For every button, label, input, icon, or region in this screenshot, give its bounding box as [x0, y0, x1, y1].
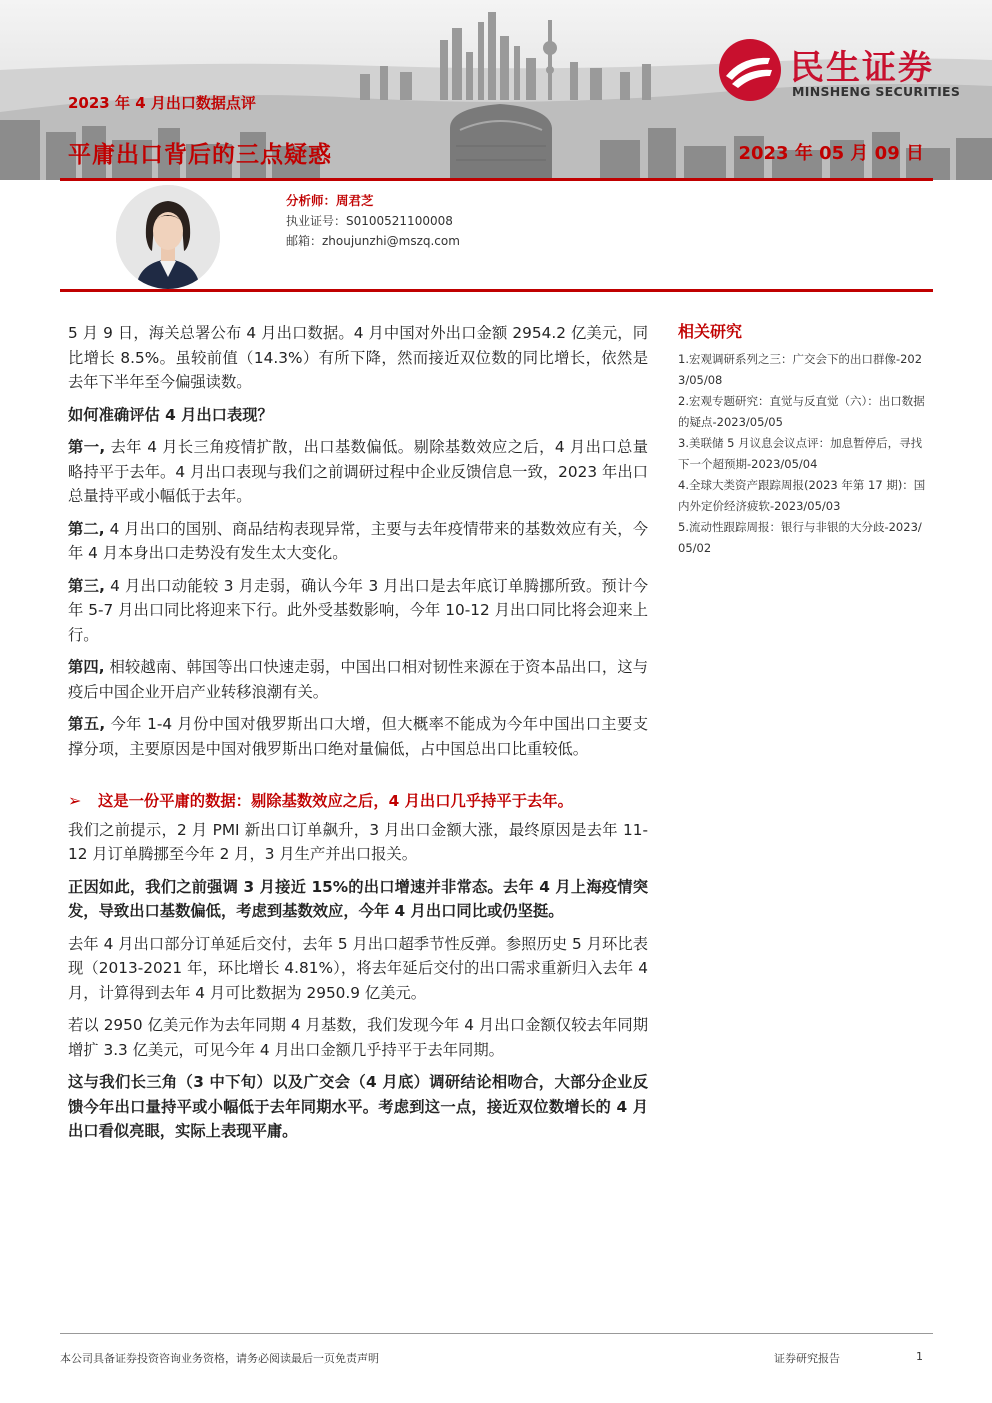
analyst-name: 分析师：周君芝	[286, 193, 374, 208]
report-date: 2023 年 05 月 09 日	[738, 143, 924, 164]
point-text: 4 月出口的国别、商品结构表现异常，主要与去年疫情带来的基数效应有关，今年 4 月本身出口走势没有发生太大变化。	[68, 519, 648, 562]
footer-divider	[60, 1333, 933, 1334]
point-4	[68, 655, 648, 704]
point-1	[68, 435, 648, 509]
arrow-bullet-icon: ➢	[68, 791, 82, 810]
point-text: 相较越南、韩国等出口快速走弱，中国出口相对韧性来源在于资本品出口，这与疫后中国企业开启产业转移浪潮有关。	[68, 658, 648, 701]
footer-report-label: 证券研究报告	[774, 1352, 840, 1365]
point-5	[68, 712, 648, 761]
report-type: 2023 年 4 月出口数据点评	[68, 94, 256, 112]
header-banner	[0, 0, 992, 180]
intro-paragraph: 5 月 9 日，海关总署公布 4 月出口数据。4 月中国对外出口金额 2954.2 亿美元，同比增长 8.5%。虽较前值（14.3%）有所下降，然而接近双位数的同比增长，依然是去年下半年至今偏强读数。	[68, 324, 648, 391]
point-lead: 第一,	[68, 438, 106, 456]
body-paragraph-5: 这与我们长三角（3 中下旬）以及广交会（4 月底）调研结论相吻合，大部分企业反馈今年出口量持平或小幅低于去年同期水平。考虑到这一点，接近双位数增长的 4 月出口看似亮眼，实际上表现平庸。	[68, 1073, 648, 1140]
related-research-item[interactable]: 5.流动性跟踪周报：银行与非银的大分歧-2023/05/02	[678, 520, 922, 555]
highlight-text: 这是一份平庸的数据：剔除基数效应之后，4 月出口几乎持平于去年。	[98, 792, 573, 810]
related-research-title: 相关研究	[678, 322, 743, 341]
analyst-email: 邮箱：zhoujunzhi@mszq.com	[286, 234, 460, 248]
point-lead: 第二,	[68, 519, 105, 538]
analyst-license: 执业证号：S0100521100008	[286, 214, 453, 228]
point-text: 4 月出口动能较 3 月走弱，确认今年 3 月出口是去年底订单腾挪所致。预计今年 5-7 月出口同比将迎来下行。此外受基数影响，今年 10-12 月出口同比将会迎来上行。	[68, 576, 649, 644]
point-lead: 第三,	[68, 576, 105, 595]
logo-english: MINSHENG SECURITIES	[792, 84, 961, 99]
section-divider	[60, 289, 933, 292]
point-text: 去年 4 月长三角疫情扩散，出口基数偏低。剔除基数效应之后，4 月出口总量略持平于去年。4 月出口表现与我们之前调研过程中企业反馈信息一致，2023 年出口总量持平或小幅低于去年。	[68, 438, 649, 505]
body-paragraph-2: 正因如此，我们之前强调 3 月接近 15%的出口增速并非常态。去年 4 月上海疫情突发，导致出口基数偏低，考虑到基数效应，今年 4 月出口同比或仍坚挺。	[68, 877, 648, 920]
related-research-item[interactable]: 2.宏观专题研究：直觉与反直觉（六）：出口数据的疑点-2023/05/05	[678, 394, 925, 429]
related-research	[678, 319, 928, 559]
company-logo	[718, 38, 968, 102]
point-lead: 第四,	[68, 658, 105, 676]
logo-name: 民生证券	[790, 48, 934, 88]
main-content	[68, 321, 648, 1152]
page-number: 1	[916, 1350, 923, 1363]
point-text: 今年 1-4 月份中国对俄罗斯出口大增，但大概率不能成为今年中国出口主要支撑分项，主要原因是中国对俄罗斯出口绝对量偏低，占中国总出口比重较低。	[68, 715, 649, 758]
analyst-avatar	[116, 185, 220, 289]
footer-disclaimer: 本公司具备证券投资咨询业务资格，请务必阅读最后一页免责声明	[60, 1352, 379, 1365]
body-paragraph-3: 去年 4 月出口部分订单延后交付，去年 5 月出口超季节性反弹。参照历史 5 月环比表现（2013-2021 年，环比增长 4.81%），将去年延后交付的出口需求重新归入去年 4 月，计算得到去年 4 月可比数据为 2950.9 亿美元。	[68, 934, 648, 1002]
point-lead: 第五,	[68, 715, 106, 733]
point-3	[68, 574, 648, 648]
page-title: 平庸出口背后的三点疑惑	[68, 142, 332, 168]
point-2	[68, 517, 648, 566]
body-paragraph-4: 若以 2950 亿美元作为去年同期 4 月基数，我们发现今年 4 月出口金额仅较去年同期增扩 3.3 亿美元，可见今年 4 月出口金额几乎持平于去年同期。	[68, 1016, 648, 1059]
body-paragraph-1: 我们之前提示，2 月 PMI 新出口订单飙升，3 月出口金额大涨，最终原因是去年 11-12 月订单腾挪至今年 2 月，3 月生产并出口报关。	[68, 820, 648, 863]
question-heading: 如何准确评估 4 月出口表现？	[68, 405, 273, 424]
header-divider	[60, 178, 933, 181]
related-research-item[interactable]: 1.宏观调研系列之三：广交会下的出口群像-2023/05/08	[678, 352, 923, 387]
highlight-heading	[68, 789, 648, 814]
related-research-item[interactable]: 3.美联储 5 月议息会议点评：加息暂停后，寻找下一个超预期-2023/05/04	[678, 436, 923, 471]
related-research-item[interactable]: 4.全球大类资产跟踪周报(2023 年第 17 期)：国内外定价经济疲软-2023/05/03	[678, 478, 926, 513]
logo-mark-icon	[718, 38, 782, 102]
